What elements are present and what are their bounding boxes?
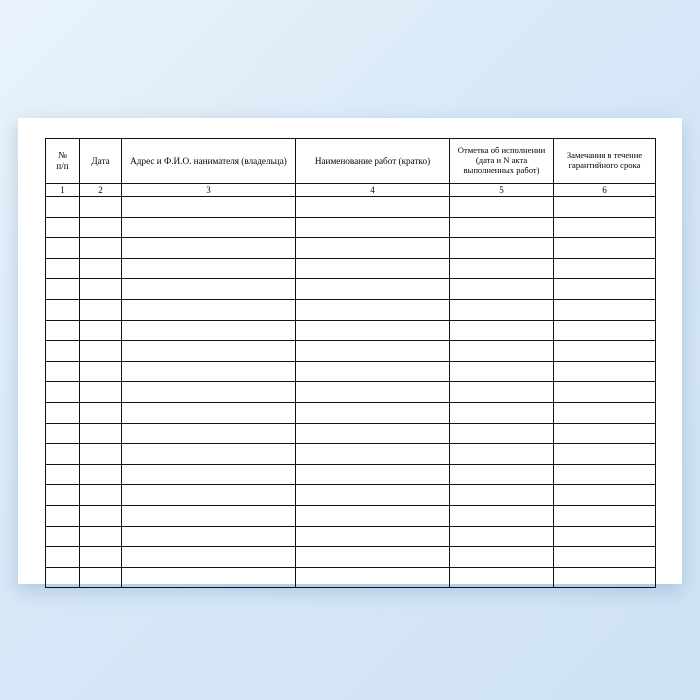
table-cell[interactable] xyxy=(296,279,450,300)
table-cell[interactable] xyxy=(80,197,122,218)
column-number-cell: 6 xyxy=(554,184,656,197)
table-cell[interactable] xyxy=(46,258,80,279)
journal-table-container xyxy=(45,138,655,588)
table-cell[interactable] xyxy=(450,485,554,506)
table-cell[interactable] xyxy=(122,299,296,320)
table-cell[interactable] xyxy=(554,361,656,382)
table-cell[interactable] xyxy=(46,382,80,403)
table-cell[interactable] xyxy=(450,567,554,588)
table-cell[interactable] xyxy=(554,279,656,300)
column-number-cell: 3 xyxy=(122,184,296,197)
table-row[interactable] xyxy=(46,547,656,568)
table-cell[interactable] xyxy=(554,485,656,506)
table-cell[interactable] xyxy=(554,505,656,526)
table-cell[interactable] xyxy=(122,361,296,382)
table-row[interactable] xyxy=(46,258,656,279)
table-cell[interactable] xyxy=(80,238,122,259)
table-cell[interactable] xyxy=(46,402,80,423)
table-row[interactable] xyxy=(46,485,656,506)
table-cell[interactable] xyxy=(122,238,296,259)
table-body xyxy=(46,184,656,588)
table-cell[interactable] xyxy=(46,299,80,320)
table-row[interactable] xyxy=(46,402,656,423)
table-row[interactable] xyxy=(46,423,656,444)
column-number-cell: 5 xyxy=(450,184,554,197)
table-cell[interactable] xyxy=(450,197,554,218)
table-cell[interactable] xyxy=(554,547,656,568)
table-cell[interactable] xyxy=(46,320,80,341)
table-cell[interactable] xyxy=(122,423,296,444)
table-cell[interactable] xyxy=(80,505,122,526)
table-row[interactable] xyxy=(46,567,656,588)
table-cell[interactable] xyxy=(554,382,656,403)
table-cell[interactable] xyxy=(122,402,296,423)
table-cell[interactable] xyxy=(554,402,656,423)
header-cell-num: № п/п xyxy=(46,139,80,184)
table-cell[interactable] xyxy=(46,423,80,444)
table-cell[interactable] xyxy=(80,279,122,300)
table-cell[interactable] xyxy=(46,567,80,588)
table-cell[interactable] xyxy=(46,444,80,465)
table-cell[interactable] xyxy=(122,382,296,403)
table-cell[interactable] xyxy=(450,547,554,568)
table-cell[interactable] xyxy=(554,299,656,320)
table-cell[interactable] xyxy=(450,423,554,444)
table-cell[interactable] xyxy=(80,547,122,568)
table-row[interactable] xyxy=(46,217,656,238)
table-cell[interactable] xyxy=(450,279,554,300)
table-cell[interactable] xyxy=(46,526,80,547)
table-cell[interactable] xyxy=(554,526,656,547)
table-cell[interactable] xyxy=(450,526,554,547)
header-cell-execution-mark: Отметка об исполнении (дата и N акта выполненных работ) xyxy=(450,139,554,184)
table-cell[interactable] xyxy=(296,382,450,403)
table-cell[interactable] xyxy=(296,526,450,547)
table-cell[interactable] xyxy=(296,320,450,341)
table-cell[interactable] xyxy=(80,402,122,423)
table-cell[interactable] xyxy=(122,567,296,588)
table-cell[interactable] xyxy=(296,341,450,362)
table-cell[interactable] xyxy=(450,320,554,341)
table-cell[interactable] xyxy=(296,567,450,588)
table-cell[interactable] xyxy=(122,279,296,300)
table-header xyxy=(46,139,656,184)
table-cell[interactable] xyxy=(80,423,122,444)
table-cell[interactable] xyxy=(554,258,656,279)
header-cell-address: Адрес и Ф.И.О. нанимателя (владельца) xyxy=(122,139,296,184)
table-cell[interactable] xyxy=(450,402,554,423)
table-cell[interactable] xyxy=(554,341,656,362)
table-row[interactable] xyxy=(46,299,656,320)
table-cell[interactable] xyxy=(122,505,296,526)
table-cell[interactable] xyxy=(122,464,296,485)
table-cell[interactable] xyxy=(450,258,554,279)
table-cell[interactable] xyxy=(450,444,554,465)
table-cell[interactable] xyxy=(296,361,450,382)
table-cell[interactable] xyxy=(122,258,296,279)
table-cell[interactable] xyxy=(80,320,122,341)
table-cell[interactable] xyxy=(450,238,554,259)
table-cell[interactable] xyxy=(80,341,122,362)
table-cell[interactable] xyxy=(46,341,80,362)
table-cell[interactable] xyxy=(46,547,80,568)
table-cell[interactable] xyxy=(450,299,554,320)
table-cell[interactable] xyxy=(46,464,80,485)
table-row[interactable] xyxy=(46,238,656,259)
table-cell[interactable] xyxy=(296,402,450,423)
table-cell[interactable] xyxy=(122,197,296,218)
table-row[interactable] xyxy=(46,341,656,362)
paper-sheet xyxy=(18,118,682,584)
table-cell[interactable] xyxy=(80,567,122,588)
table-cell[interactable] xyxy=(80,258,122,279)
table-cell[interactable] xyxy=(450,217,554,238)
table-row[interactable] xyxy=(46,197,656,218)
table-cell[interactable] xyxy=(80,382,122,403)
table-cell[interactable] xyxy=(554,320,656,341)
table-cell[interactable] xyxy=(554,423,656,444)
table-cell[interactable] xyxy=(80,299,122,320)
table-cell[interactable] xyxy=(296,423,450,444)
table-cell[interactable] xyxy=(122,547,296,568)
table-cell[interactable] xyxy=(450,341,554,362)
column-number-cell: 2 xyxy=(80,184,122,197)
table-cell[interactable] xyxy=(46,361,80,382)
table-cell[interactable] xyxy=(554,444,656,465)
table-cell[interactable] xyxy=(296,217,450,238)
column-numbering-row xyxy=(46,184,656,197)
header-row xyxy=(46,139,656,184)
table-cell[interactable] xyxy=(554,567,656,588)
table-row[interactable] xyxy=(46,444,656,465)
table-cell[interactable] xyxy=(450,382,554,403)
table-cell[interactable] xyxy=(80,217,122,238)
table-cell[interactable] xyxy=(46,485,80,506)
table-cell[interactable] xyxy=(296,238,450,259)
table-cell[interactable] xyxy=(122,444,296,465)
table-cell[interactable] xyxy=(80,444,122,465)
table-cell[interactable] xyxy=(554,197,656,218)
table-cell[interactable] xyxy=(296,197,450,218)
table-row[interactable] xyxy=(46,526,656,547)
table-cell[interactable] xyxy=(554,217,656,238)
table-cell[interactable] xyxy=(122,217,296,238)
table-cell[interactable] xyxy=(46,197,80,218)
table-cell[interactable] xyxy=(46,505,80,526)
table-cell[interactable] xyxy=(46,238,80,259)
column-number-cell: 4 xyxy=(296,184,450,197)
table-cell[interactable] xyxy=(296,485,450,506)
table-cell[interactable] xyxy=(122,526,296,547)
table-cell[interactable] xyxy=(450,505,554,526)
table-row[interactable] xyxy=(46,279,656,300)
table-row[interactable] xyxy=(46,505,656,526)
header-cell-warranty-notes: Замечания в течение гарантийного срока xyxy=(554,139,656,184)
table-cell[interactable] xyxy=(80,485,122,506)
table-cell[interactable] xyxy=(46,217,80,238)
table-cell[interactable] xyxy=(296,464,450,485)
table-cell[interactable] xyxy=(80,361,122,382)
table-cell[interactable] xyxy=(122,341,296,362)
table-cell[interactable] xyxy=(296,547,450,568)
table-row[interactable] xyxy=(46,320,656,341)
table-cell[interactable] xyxy=(554,238,656,259)
table-cell[interactable] xyxy=(450,361,554,382)
table-cell[interactable] xyxy=(296,299,450,320)
table-row[interactable] xyxy=(46,464,656,485)
table-cell[interactable] xyxy=(296,258,450,279)
table-row[interactable] xyxy=(46,361,656,382)
table-cell[interactable] xyxy=(296,505,450,526)
table-cell[interactable] xyxy=(554,464,656,485)
header-cell-date: Дата xyxy=(80,139,122,184)
journal-table xyxy=(45,138,656,588)
column-number-cell: 1 xyxy=(46,184,80,197)
table-cell[interactable] xyxy=(296,444,450,465)
table-cell[interactable] xyxy=(450,464,554,485)
table-cell[interactable] xyxy=(122,485,296,506)
table-row[interactable] xyxy=(46,382,656,403)
table-cell[interactable] xyxy=(46,279,80,300)
table-cell[interactable] xyxy=(122,320,296,341)
header-cell-works: Наименование работ (кратко) xyxy=(296,139,450,184)
table-cell[interactable] xyxy=(80,526,122,547)
table-cell[interactable] xyxy=(80,464,122,485)
